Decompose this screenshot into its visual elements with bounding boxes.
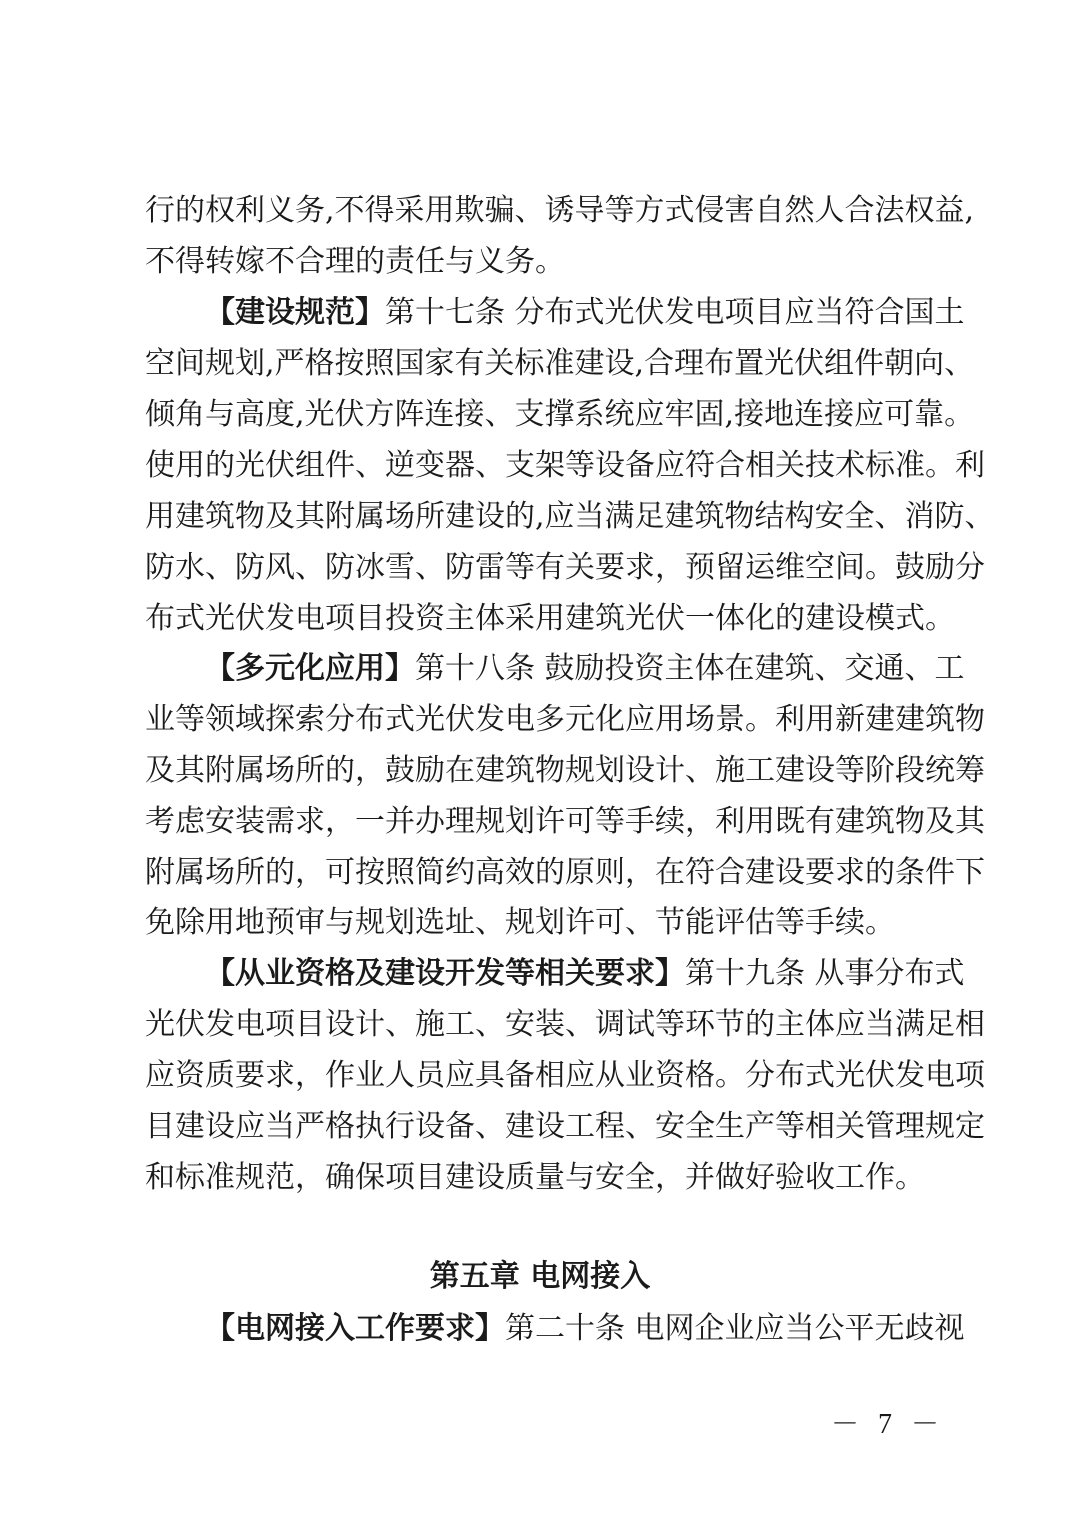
body-line: 倾角与高度,光伏方阵连接、支撑系统应牢固,接地连接应可靠。 bbox=[145, 397, 975, 432]
article-19-first-line bbox=[205, 956, 965, 992]
body-line: 业等领域探索分布式光伏发电多元化应用场景。利用新建建筑物 bbox=[145, 702, 985, 737]
article-20-heading: 【电网接入工作要求】 bbox=[205, 1311, 505, 1346]
body-line: 不得转嫁不合理的责任与义务。 bbox=[145, 244, 565, 279]
article-19-heading: 【从业资格及建设开发等相关要求】 bbox=[205, 956, 685, 991]
article-18-intro: 第十八条 鼓励投资主体在建筑、交通、工 bbox=[415, 651, 965, 686]
body-line: 防水、防风、防冰雪、防雷等有关要求，预留运维空间。鼓励分 bbox=[145, 550, 985, 585]
body-line: 目建设应当严格执行设备、建设工程、安全生产等相关管理规定 bbox=[145, 1109, 985, 1144]
body-line: 布式光伏发电项目投资主体采用建筑光伏一体化的建设模式。 bbox=[145, 601, 955, 636]
article-19-intro: 第十九条 从事分布式 bbox=[685, 956, 965, 991]
body-line: 考虑安装需求，一并办理规划许可等手续，利用既有建筑物及其 bbox=[145, 804, 985, 839]
article-20-intro: 第二十条 电网企业应当公平无歧视 bbox=[505, 1311, 965, 1346]
chapter-title: 第五章 电网接入 bbox=[429, 1259, 651, 1294]
article-17-intro: 第十七条 分布式光伏发电项目应当符合国土 bbox=[385, 295, 965, 330]
body-line: 光伏发电项目设计、施工、安装、调试等环节的主体应当满足相 bbox=[145, 1007, 985, 1042]
body-line: 使用的光伏组件、逆变器、支架等设备应符合相关技术标准。利 bbox=[145, 448, 985, 483]
body-line: 应资质要求，作业人员应具备相应从业资格。分布式光伏发电项 bbox=[145, 1058, 985, 1093]
article-18-heading: 【多元化应用】 bbox=[205, 651, 415, 686]
body-line: 及其附属场所的，鼓励在建筑物规划设计、施工建设等阶段统筹 bbox=[145, 753, 985, 788]
page-number: － 7 － bbox=[830, 1409, 945, 1440]
article-20-first-line bbox=[205, 1311, 965, 1347]
body-line: 和标准规范，确保项目建设质量与安全，并做好验收工作。 bbox=[145, 1160, 925, 1195]
article-17-heading: 【建设规范】 bbox=[205, 295, 385, 330]
article-18-first-line bbox=[205, 651, 965, 687]
article-17-first-line bbox=[205, 295, 965, 331]
body-line: 用建筑物及其附属场所建设的,应当满足建筑物结构安全、消防、 bbox=[145, 499, 995, 534]
body-line: 附属场所的，可按照简约高效的原则，在符合建设要求的条件下 bbox=[145, 855, 985, 890]
body-line: 免除用地预审与规划选址、规划许可、节能评估等手续。 bbox=[145, 905, 895, 940]
body-line: 空间规划,严格按照国家有关标准建设,合理布置光伏组件朝向、 bbox=[145, 346, 975, 381]
body-line: 行的权利义务,不得采用欺骗、诱导等方式侵害自然人合法权益, bbox=[145, 193, 975, 228]
